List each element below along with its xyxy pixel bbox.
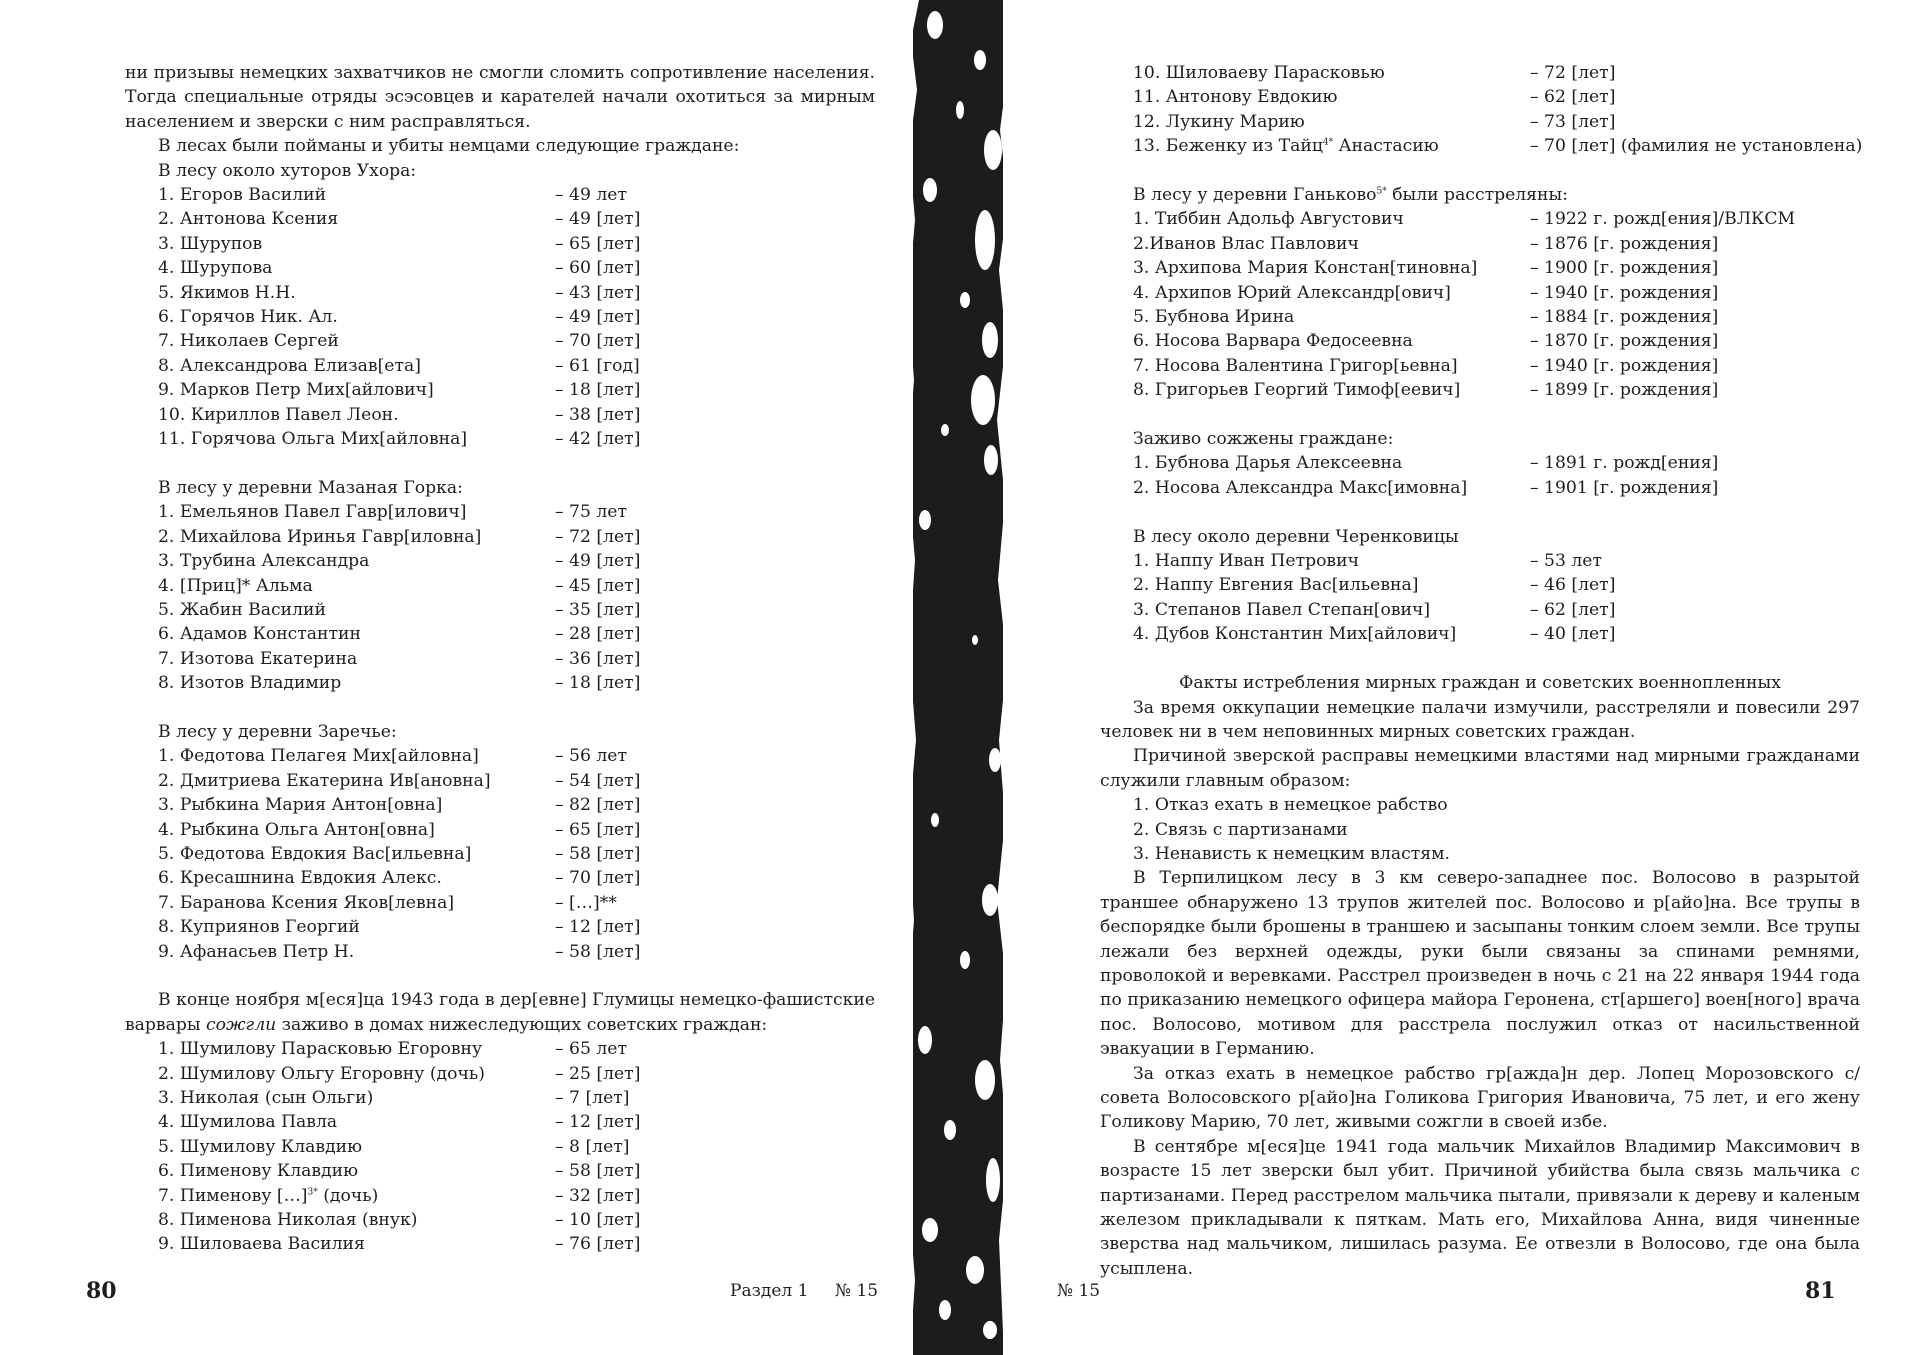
victim-age: – 1899 [г. рождения]: [1530, 380, 1719, 401]
victim-age: – 28 [лет]: [555, 624, 641, 645]
victim-name: [158, 207, 555, 231]
victim-name-text: 6. Горячов Ник. Ал.: [158, 307, 338, 328]
victim-name: [1133, 549, 1530, 573]
list-heading-zarechye: В лесу у деревни Заречье:: [158, 721, 397, 742]
list-item: [125, 598, 875, 622]
victim-age: – 72 [лет]: [1530, 63, 1616, 83]
victim-name-text: 6. Адамов Константин: [158, 624, 361, 645]
reason-item: 1. Отказ ехать в немецкое рабство: [1133, 795, 1448, 816]
paragraph-lopets: За отказ ехать в немецкое рабство гр[ажда]н дер. Лопец Морозовского с/совета Волосовского р[айо]на Голикова Григория Ивановича, 75 лет, и его жену Голикову Марию, 70 лет, живыми сожгли в своей избе.: [1100, 1063, 1860, 1133]
victim-name-text: 8. Пименова Николая (внук): [158, 1210, 418, 1231]
victim-name-text: 5. Бубнова Ирина: [1133, 307, 1295, 328]
victim-name-text: 6. Кресашнина Евдокия Алекс.: [158, 868, 442, 889]
victim-name: [158, 940, 555, 964]
victims-list-glumitsy-continued: [1100, 61, 1863, 159]
list-item: [125, 574, 875, 598]
victim-name: [1133, 232, 1530, 256]
victim-name: [1133, 598, 1530, 622]
list-item: [125, 866, 875, 890]
list-item: [1133, 85, 1860, 109]
victim-name-text: 2.Иванов Влас Павлович: [1133, 233, 1359, 254]
list-item: [125, 891, 875, 915]
victim-age: – 45 [лет]: [555, 575, 641, 596]
glumitsy-text-a: В конце ноября м[еся]ца 1943 года в дер[евне] Глумицы немецко-фашистские варвары: [125, 990, 875, 1035]
victim-name: [158, 769, 555, 793]
victim-age: – 1900 [г. рождения]: [1530, 258, 1719, 279]
list-item: [125, 647, 875, 671]
victim-name: [158, 1086, 555, 1110]
list-item: [125, 1184, 875, 1208]
victim-age: – 1870 [г. рождения]: [1530, 331, 1719, 352]
victim-name: [158, 549, 555, 573]
list-item: [125, 793, 875, 817]
victim-name: [158, 1208, 555, 1232]
victim-name-text: 2. Носова Александра Макс[имовна]: [1133, 477, 1468, 498]
victim-name: [158, 744, 555, 768]
victim-name-text: 5. Жабин Василий: [158, 599, 326, 620]
list-item: [1133, 281, 1860, 305]
victim-name: [158, 574, 555, 598]
victim-name: [1133, 281, 1530, 305]
list-item: [125, 427, 875, 451]
victim-name-text: 1. Емельянов Павел Гавр[илович]: [158, 502, 467, 523]
victim-name: [158, 842, 555, 866]
left-text-column: [125, 61, 875, 1257]
page-number-left: 80: [86, 1278, 117, 1304]
victim-name: [158, 305, 555, 329]
victim-name: [158, 378, 555, 402]
victim-age: – 62 [лет]: [1530, 599, 1616, 620]
left-page: [0, 0, 905, 1355]
victim-age: – 56 лет: [555, 746, 627, 767]
list-item: [1133, 134, 1863, 158]
victim-name: [158, 915, 555, 939]
victim-name: [1133, 378, 1530, 402]
victim-name-text: 4. [Приц]* Альма: [158, 575, 313, 596]
list-item: [1133, 573, 1860, 597]
victim-name: [158, 866, 555, 890]
list-item: [1133, 451, 1860, 475]
victim-name-text: 1. Федотова Пелагея Мих[айловна]: [158, 746, 479, 767]
victim-name-text: 7. Изотова Екатерина: [158, 648, 358, 669]
victim-name: [158, 354, 555, 378]
victim-name-text: 8. Александрова Елизав[ета]: [158, 355, 421, 376]
victim-age: – 1884 [г. рождения]: [1530, 307, 1719, 328]
victim-age: – 75 лет: [555, 502, 627, 523]
right-page: [1015, 0, 1920, 1355]
victim-name-tail: (дочь): [317, 1185, 379, 1206]
list-item: [1133, 549, 1860, 573]
victim-name-text: 2. Наппу Евгения Вас[ильевна]: [1133, 575, 1419, 596]
list-item: [125, 403, 875, 427]
victim-name: [1133, 622, 1530, 646]
paragraph-occupation: За время оккупации немецкие палачи измучили, расстреляли и повесили 297 человек ни в чем неповинных мирных советских граждан.: [1100, 697, 1860, 742]
victim-name: [158, 329, 555, 353]
victim-name-text: 11. Горячова Ольга Мих[айловна]: [158, 429, 468, 450]
victim-name-text: 4. Шумилова Павла: [158, 1112, 338, 1133]
victim-name-text: 1. Бубнова Дарья Алексеевна: [1133, 453, 1403, 474]
victim-name: [158, 281, 555, 305]
victim-age: – 65 [лет]: [555, 233, 641, 254]
list-heading-burned: Заживо сожжены граждане:: [1133, 429, 1394, 450]
victim-age: – 1891 г. рожд[ения]: [1530, 453, 1719, 474]
victim-name-text: 5. Шумилову Клавдию: [158, 1136, 363, 1157]
victim-name-text: 9. Марков Петр Мих[айлович]: [158, 380, 434, 401]
victim-name-text: 3. Николая (сын Ольги): [158, 1088, 374, 1109]
victim-age: – 49 [лет]: [555, 551, 641, 572]
victim-name: [1133, 573, 1530, 597]
victim-age: – 12 [лет]: [555, 917, 641, 938]
footnote-mark: 4*: [1322, 137, 1334, 148]
victim-age: – 73 [лет]: [1530, 111, 1616, 132]
victim-name: [158, 647, 555, 671]
victim-name-text: 2. Антонова Ксения: [158, 209, 339, 230]
victim-name: [1133, 110, 1530, 134]
list-item: [125, 329, 875, 353]
list-item: [1133, 61, 1860, 85]
victim-name-text: 6. Пименову Клавдию: [158, 1161, 359, 1182]
victim-age: – 8 [лет]: [555, 1136, 630, 1157]
list-item: [125, 842, 875, 866]
list-heading-mazanaya-gorka: В лесу у деревни Мазаная Горка:: [158, 477, 463, 498]
victim-age: – 70 [лет]: [555, 868, 641, 889]
victim-name: [1133, 256, 1530, 280]
victim-name: [158, 427, 555, 451]
list-item: [125, 207, 875, 231]
victim-name-text: 12. Лукину Марию: [1133, 111, 1305, 132]
list-item: [1133, 305, 1860, 329]
paragraph-mikhailov: В сентябре м[еся]це 1941 года мальчик Михайлов Владимир Максимович в возрасте 15 лет зверски был убит. Причиной убийства была связь мальчика с партизанами. Перед расстрелом мальчика пытали, привязали к дереву и каленым железом прикладывали к пяткам. Мать его, Михайлова Анна, видя чиненные зверства над мальчиком, лишилась разума. Ее отвезли в Волосово, где она была усыплена.: [1100, 1136, 1860, 1279]
list-item: [1133, 329, 1860, 353]
victim-age: – 70 [лет]: [555, 331, 641, 352]
victim-age: – 43 [лет]: [555, 282, 641, 303]
victim-name: [158, 671, 555, 695]
right-text-column: [1100, 61, 1863, 1281]
victim-age: – 49 [лет]: [555, 209, 641, 230]
victim-name-text: 6. Носова Варвара Федосеевна: [1133, 331, 1413, 352]
victim-name-text: 8. Куприянов Георгий: [158, 917, 360, 938]
victims-list-cherenkovitsy: [1133, 549, 1860, 647]
list-item: [125, 281, 875, 305]
paragraph-terpilitsy: В Терпилицком лесу в 3 км северо-западнее пос. Волосово в разрытой траншее обнаружено 13 трупов жителей пос. Волосово и р[айо]на. Все трупы в беспорядке были брошены в траншею и засыпаны тонким слоем земли. Все трупы лежали без верхней одежды, руки были связаны за спинами ремнями, проволокой и веревками. Расстрел произведен в ночь с 21 на 22 января 1944 года по приказанию немецкого офицера майора Геронена, ст[аршего] воен[ного] врача пос. Волосово, мотивом для расстрела послужил отказ от насильственной эвакуации в Германию.: [1100, 868, 1860, 1060]
victim-name: [158, 1037, 555, 1061]
victim-age: – 25 [лет]: [555, 1063, 641, 1084]
victim-name-text: 5. Федотова Евдокия Вас[ильевна]: [158, 843, 472, 864]
reason-item: 3. Ненависть к немецким властям.: [1133, 843, 1450, 864]
victim-age: – 1940 [г. рождения]: [1530, 282, 1719, 303]
facts-section-title: Факты истребления мирных граждан и советских военнопленных: [1179, 673, 1781, 694]
list-item: [1133, 110, 1860, 134]
victim-name-text: 7. Николаев Сергей: [158, 331, 339, 352]
victim-name-text: 4. Дубов Константин Мих[айлович]: [1133, 624, 1457, 645]
victim-name: [158, 1135, 555, 1159]
victims-list-gankovo: [1133, 207, 1860, 402]
victim-age: – 53 лет: [1530, 551, 1602, 572]
victim-name: [1133, 476, 1530, 500]
victim-name: [1133, 329, 1530, 353]
victim-name: [1133, 134, 1530, 158]
list-item: [1133, 256, 1860, 280]
victim-name: [158, 1110, 555, 1134]
victim-name: [158, 1062, 555, 1086]
list-item: [125, 1232, 875, 1256]
victim-name-text: 1. Егоров Василий: [158, 185, 327, 206]
list-item: [1133, 354, 1860, 378]
glumitsy-text-b: заживо в домах нижеследующих советских граждан:: [276, 1014, 768, 1035]
victim-age: – 49 лет: [555, 185, 627, 206]
victim-name-text: 8. Изотов Владимир: [158, 673, 342, 694]
victim-name: [158, 183, 555, 207]
victim-name-text: 3. Рыбкина Мария Антон[овна]: [158, 795, 443, 816]
list-continued: [1133, 61, 1863, 159]
victim-name-text: 11. Антонову Евдокию: [1133, 87, 1338, 108]
list-item: [1133, 476, 1860, 500]
victim-age: – 18 [лет]: [555, 673, 641, 694]
footnote-mark: 3*: [307, 1186, 318, 1197]
gankovo-heading-tail: были расстреляны:: [1386, 185, 1568, 206]
victim-name-text: 7. Баранова Ксения Яков[левна]: [158, 892, 455, 913]
list-item: [1133, 622, 1860, 646]
victim-name-text: 1. Наппу Иван Петрович: [1133, 551, 1359, 572]
victim-name-text: 2. Михайлова Иринья Гавр[иловна]: [158, 526, 482, 547]
victim-name: [158, 403, 555, 427]
victims-list-glumitsy: [125, 1037, 875, 1257]
footer-issue-left: № 15: [835, 1281, 879, 1301]
victim-age: – 82 [лет]: [555, 795, 641, 816]
victim-name-text: 7. Пименову […]: [158, 1185, 308, 1206]
victims-list-burned: [1133, 451, 1860, 500]
list-item: [125, 1037, 875, 1061]
victim-age: – 58 [лет]: [555, 843, 641, 864]
glumitsy-emphasis: сожгли: [206, 1014, 277, 1035]
page-number-right: 81: [1805, 1278, 1836, 1304]
victim-age: – 40 [лет]: [1530, 624, 1616, 645]
footer-section: Раздел 1: [730, 1281, 809, 1301]
list-item: [125, 232, 875, 256]
victim-age: – […]**: [555, 892, 617, 913]
victim-age: – 58 [лет]: [555, 941, 641, 962]
victim-name-text: 5. Якимов Н.Н.: [158, 282, 296, 303]
victim-name-text: 3. Шурупов: [158, 233, 263, 254]
victim-name: [158, 1159, 555, 1183]
victim-age: – 10 [лет]: [555, 1210, 641, 1231]
victim-name: [1133, 451, 1530, 475]
victim-age: – 76 [лет]: [555, 1234, 641, 1255]
reason-item: 2. Связь с партизанами: [1133, 819, 1348, 840]
victim-age: – 1940 [г. рождения]: [1530, 355, 1719, 376]
victim-name: [158, 793, 555, 817]
victim-age: – 1876 [г. рождения]: [1530, 233, 1719, 254]
victim-name-text: 7. Носова Валентина Григор[ьевна]: [1133, 355, 1458, 376]
victim-name: [158, 818, 555, 842]
victim-age: – 7 [лет]: [555, 1088, 630, 1109]
list-item: [125, 915, 875, 939]
victim-name-text: 3. Архипова Мария Констан[тиновна]: [1133, 258, 1478, 279]
list-item: [125, 818, 875, 842]
victim-age: – 72 [лет]: [555, 526, 641, 547]
list-item: [125, 769, 875, 793]
victims-list-mazanaya-gorka: [125, 500, 875, 695]
victim-name-text: 9. Шиловаева Василия: [158, 1234, 365, 1255]
victim-name-text: 9. Афанасьев Петр Н.: [158, 941, 355, 962]
victim-age: – 60 [лет]: [555, 258, 641, 279]
victim-name-text: 3. Трубина Александра: [158, 551, 370, 572]
victim-age: – 42 [лет]: [555, 429, 641, 450]
victim-name: [1133, 354, 1530, 378]
victim-name: [158, 1232, 555, 1256]
victim-age: – 38 [лет]: [555, 404, 641, 425]
list-item: [125, 1062, 875, 1086]
list-item: [1133, 207, 1860, 231]
victim-name: [158, 232, 555, 256]
intro-paragraph: ни призывы немецких захватчиков не смогли сломить сопротивление населения. Тогда специальные отряды эсэсовцев и карателей начали охотиться за мирным населением и зверски с ним расправляться.: [125, 63, 875, 132]
victim-name-text: 4. Шурупова: [158, 258, 273, 279]
list-item: [125, 671, 875, 695]
victim-age: – 35 [лет]: [555, 599, 641, 620]
victim-name-text: 2. Шумилову Ольгу Егоровну (дочь): [158, 1063, 485, 1084]
list-item: [125, 305, 875, 329]
victim-age: – 62 [лет]: [1530, 87, 1616, 108]
victim-name: [1133, 61, 1530, 85]
victims-list-zarechye: [125, 744, 875, 964]
footer-issue-right: № 15: [1057, 1281, 1101, 1301]
victim-age: – 49 [лет]: [555, 307, 641, 328]
victim-name-text: 2. Дмитриева Екатерина Ив[ановна]: [158, 770, 491, 791]
victim-name-text: 1. Тиббин Адольф Августович: [1133, 209, 1404, 230]
victims-list-ukhora: [125, 183, 875, 451]
list-item: [125, 549, 875, 573]
victim-age: – 61 [год]: [555, 355, 640, 376]
victim-name-text: 10. Кириллов Павел Леон.: [158, 404, 399, 425]
victim-name: [158, 500, 555, 524]
list-item: [125, 1208, 875, 1232]
victim-age: – 18 [лет]: [555, 380, 641, 401]
victim-name: [1133, 305, 1530, 329]
victim-name: [158, 622, 555, 646]
victim-age: – 65 лет: [555, 1039, 627, 1060]
victim-age: – 58 [лет]: [555, 1161, 641, 1182]
list-item: [125, 525, 875, 549]
victim-name: [158, 256, 555, 280]
victim-name: [158, 598, 555, 622]
victim-age: – 1901 [г. рождения]: [1530, 477, 1719, 498]
victim-name-text: 10. Шиловаеву Парасковью: [1133, 63, 1385, 83]
victim-age: – 54 [лет]: [555, 770, 641, 791]
list-item: [1133, 598, 1860, 622]
victim-name-text: 4. Архипов Юрий Александр[ович]: [1133, 282, 1451, 303]
victim-age: – 65 [лет]: [555, 819, 641, 840]
list-item: [1133, 378, 1860, 402]
victim-name-text: 3. Степанов Павел Степан[ович]: [1133, 599, 1431, 620]
victim-age: – 32 [лет]: [555, 1185, 641, 1206]
list-item: [125, 744, 875, 768]
victim-age: – 1922 г. рожд[ения]/ВЛКСМ: [1530, 209, 1796, 230]
glumitsy-paragraph: [125, 988, 875, 1037]
list-item: [125, 500, 875, 524]
list-item: [125, 378, 875, 402]
victim-name: [158, 525, 555, 549]
victim-name-text: 13. Беженку из Тайц: [1133, 136, 1323, 157]
list-heading-gankovo: [1100, 183, 1860, 207]
victim-name: [158, 891, 555, 915]
list-item: [125, 183, 875, 207]
paragraph-reasons: Причиной зверской расправы немецкими властями над мирными гражданами служили главным образом:: [1100, 746, 1860, 791]
gankovo-footnote-mark: 5*: [1376, 186, 1387, 197]
list-item: [125, 1159, 875, 1183]
victim-name-tail: Анастасию: [1333, 136, 1439, 157]
victim-name: [158, 1184, 555, 1208]
victim-age: – 70 [лет] (фамилия не установлена): [1530, 136, 1863, 157]
victim-name: [1133, 207, 1530, 231]
victim-age: – 12 [лет]: [555, 1112, 641, 1133]
list-item: [125, 940, 875, 964]
victim-name-text: 1. Шумилову Парасковью Егоровну: [158, 1039, 483, 1060]
victim-age: – 46 [лет]: [1530, 575, 1616, 596]
list-item: [1133, 232, 1860, 256]
list-heading-cherenkovitsy: В лесу около деревни Черенковицы: [1133, 526, 1459, 547]
victim-age: – 36 [лет]: [555, 648, 641, 669]
list-item: [125, 1135, 875, 1159]
gankovo-heading-text: В лесу у деревни Ганьково: [1133, 185, 1377, 206]
list-heading-ukhora: В лесу около хуторов Ухора:: [158, 160, 417, 181]
forests-paragraph: В лесах были пойманы и убиты немцами следующие граждане:: [158, 136, 740, 157]
victim-name: [1133, 85, 1530, 109]
list-item: [125, 354, 875, 378]
list-item: [125, 1086, 875, 1110]
victim-name-text: 4. Рыбкина Ольга Антон[овна]: [158, 819, 435, 840]
victim-name-text: 8. Григорьев Георгий Тимоф[еевич]: [1133, 380, 1461, 401]
list-item: [125, 256, 875, 280]
spine-scan-strip: [905, 0, 1015, 1355]
list-item: [125, 1110, 875, 1134]
list-item: [125, 622, 875, 646]
